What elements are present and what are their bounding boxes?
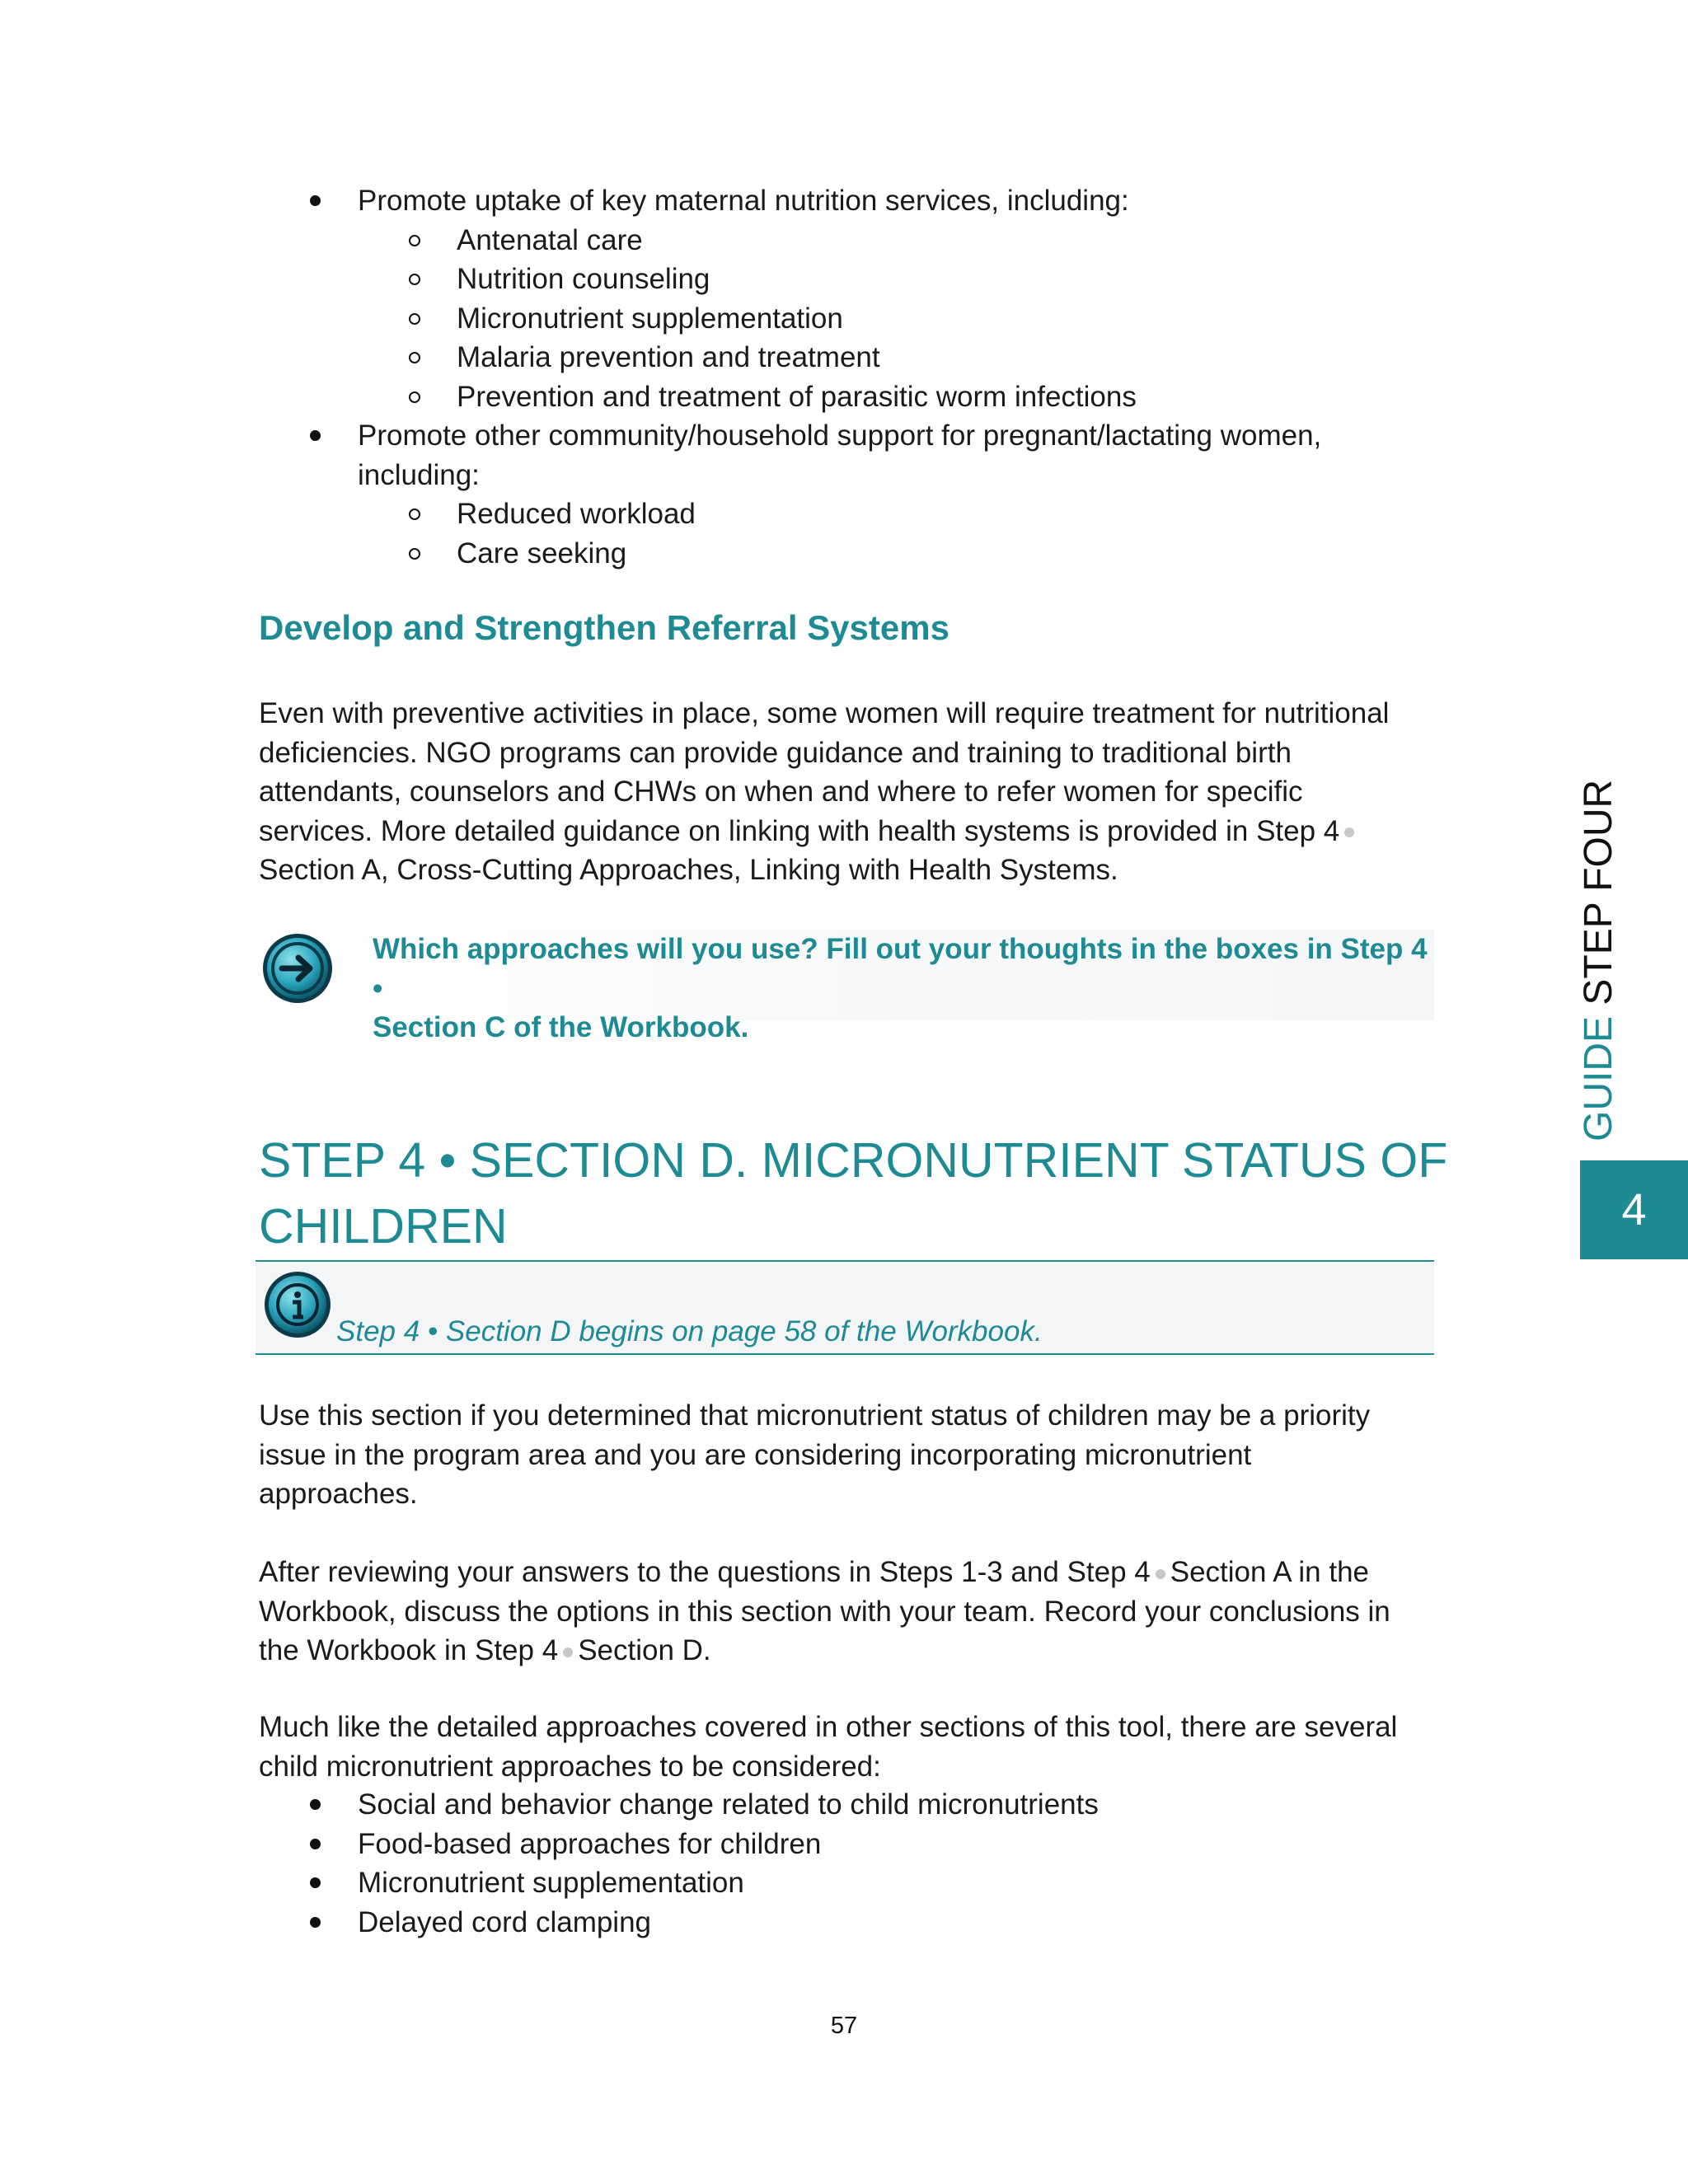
sub-list-item: Malaria prevention and treatment: [259, 338, 1454, 377]
referral-heading: Develop and Strengthen Referral Systems: [259, 608, 950, 647]
list-item: Promote other community/household support for pregnant/lactating women, including:: [259, 416, 1454, 494]
sub-list-item: Care seeking: [259, 534, 1454, 574]
callout-text: Which approaches will you use? Fill out your thoughts in the boxes in Step 4 • Section C of the Workbook.: [373, 933, 1428, 1043]
side-tab-label: GUIDE STEP FOUR: [1577, 779, 1620, 1141]
referral-paragraph: Even with preventive activities in place, some women will require treatment for nutritional deficiencies. NGO programs can provide guidance and training to traditional birth attendants, counselors and CHWs on when and where to refer women for specific services. More detailed guidance on linking with health systems is provided in Step 4 Section A, Cross-Cutting Approaches, Linking with Health Systems.: [259, 697, 1390, 886]
sub-list-item: Antenatal care: [259, 221, 1454, 260]
list-item: Micronutrient supplementation: [259, 1863, 1454, 1903]
arrow-right-icon: [260, 931, 335, 1005]
workbook-note: Step 4 • Section D begins on page 58 of the Workbook.: [336, 1315, 1043, 1347]
section-d-title: STEP 4 • SECTION D. MICRONUTRIENT STATUS OF CHILDREN: [259, 1133, 1448, 1254]
list-item: Food-based approaches for children: [259, 1825, 1454, 1864]
child-approaches-list: [259, 1785, 1454, 1942]
sub-list-item: Nutrition counseling: [259, 260, 1454, 299]
page-number: 57: [830, 2013, 858, 2039]
bullet-icon: [310, 1917, 321, 1928]
sub-list-item: Reduced workload: [259, 494, 1454, 534]
circle-bullet-icon: [409, 548, 420, 560]
circle-bullet-icon: [409, 235, 420, 246]
separator-dot-icon: [563, 1647, 573, 1657]
bullet-icon: [310, 1839, 321, 1849]
note-divider: [256, 1353, 1434, 1355]
section-d-review: After reviewing your answers to the questions in Steps 1-3 and Step 4 Section A in the Workbook, discuss the options in this section with your team. Record your conclusions in the Workbook in Step 4 Section D.: [259, 1556, 1390, 1666]
list-item: Promote uptake of key maternal nutrition services, including:: [259, 181, 1454, 221]
maternal-services-list: [259, 181, 1454, 573]
circle-bullet-icon: [409, 274, 420, 285]
bullet-icon: [310, 195, 321, 206]
bullet-icon: [310, 1877, 321, 1888]
circle-bullet-icon: [409, 313, 420, 325]
separator-dot-icon: [1156, 1569, 1165, 1579]
section-d-intro: Use this section if you determined that micronutrient status of children may be a priority issue in the program area and you are considering incorporating micronutrient approaches.: [259, 1399, 1371, 1510]
side-tab-number: 4: [1580, 1160, 1688, 1259]
circle-bullet-icon: [409, 391, 420, 403]
circle-bullet-icon: [409, 509, 420, 520]
sub-list-item: Micronutrient supplementation: [259, 299, 1454, 339]
title-divider: [256, 1260, 1434, 1262]
bullet-icon: [310, 1799, 321, 1810]
circle-bullet-icon: [409, 352, 420, 363]
sub-list-item: Prevention and treatment of parasitic worm infections: [259, 377, 1454, 417]
info-icon: [262, 1269, 333, 1340]
bullet-icon: [310, 430, 321, 441]
section-d-approaches-intro: Much like the detailed approaches covered in other sections of this tool, there are several child micronutrient approaches to be considered:: [259, 1711, 1398, 1783]
separator-dot-icon: [1344, 827, 1354, 837]
list-item: Delayed cord clamping: [259, 1903, 1454, 1943]
list-item: Social and behavior change related to child micronutrients: [259, 1785, 1454, 1825]
